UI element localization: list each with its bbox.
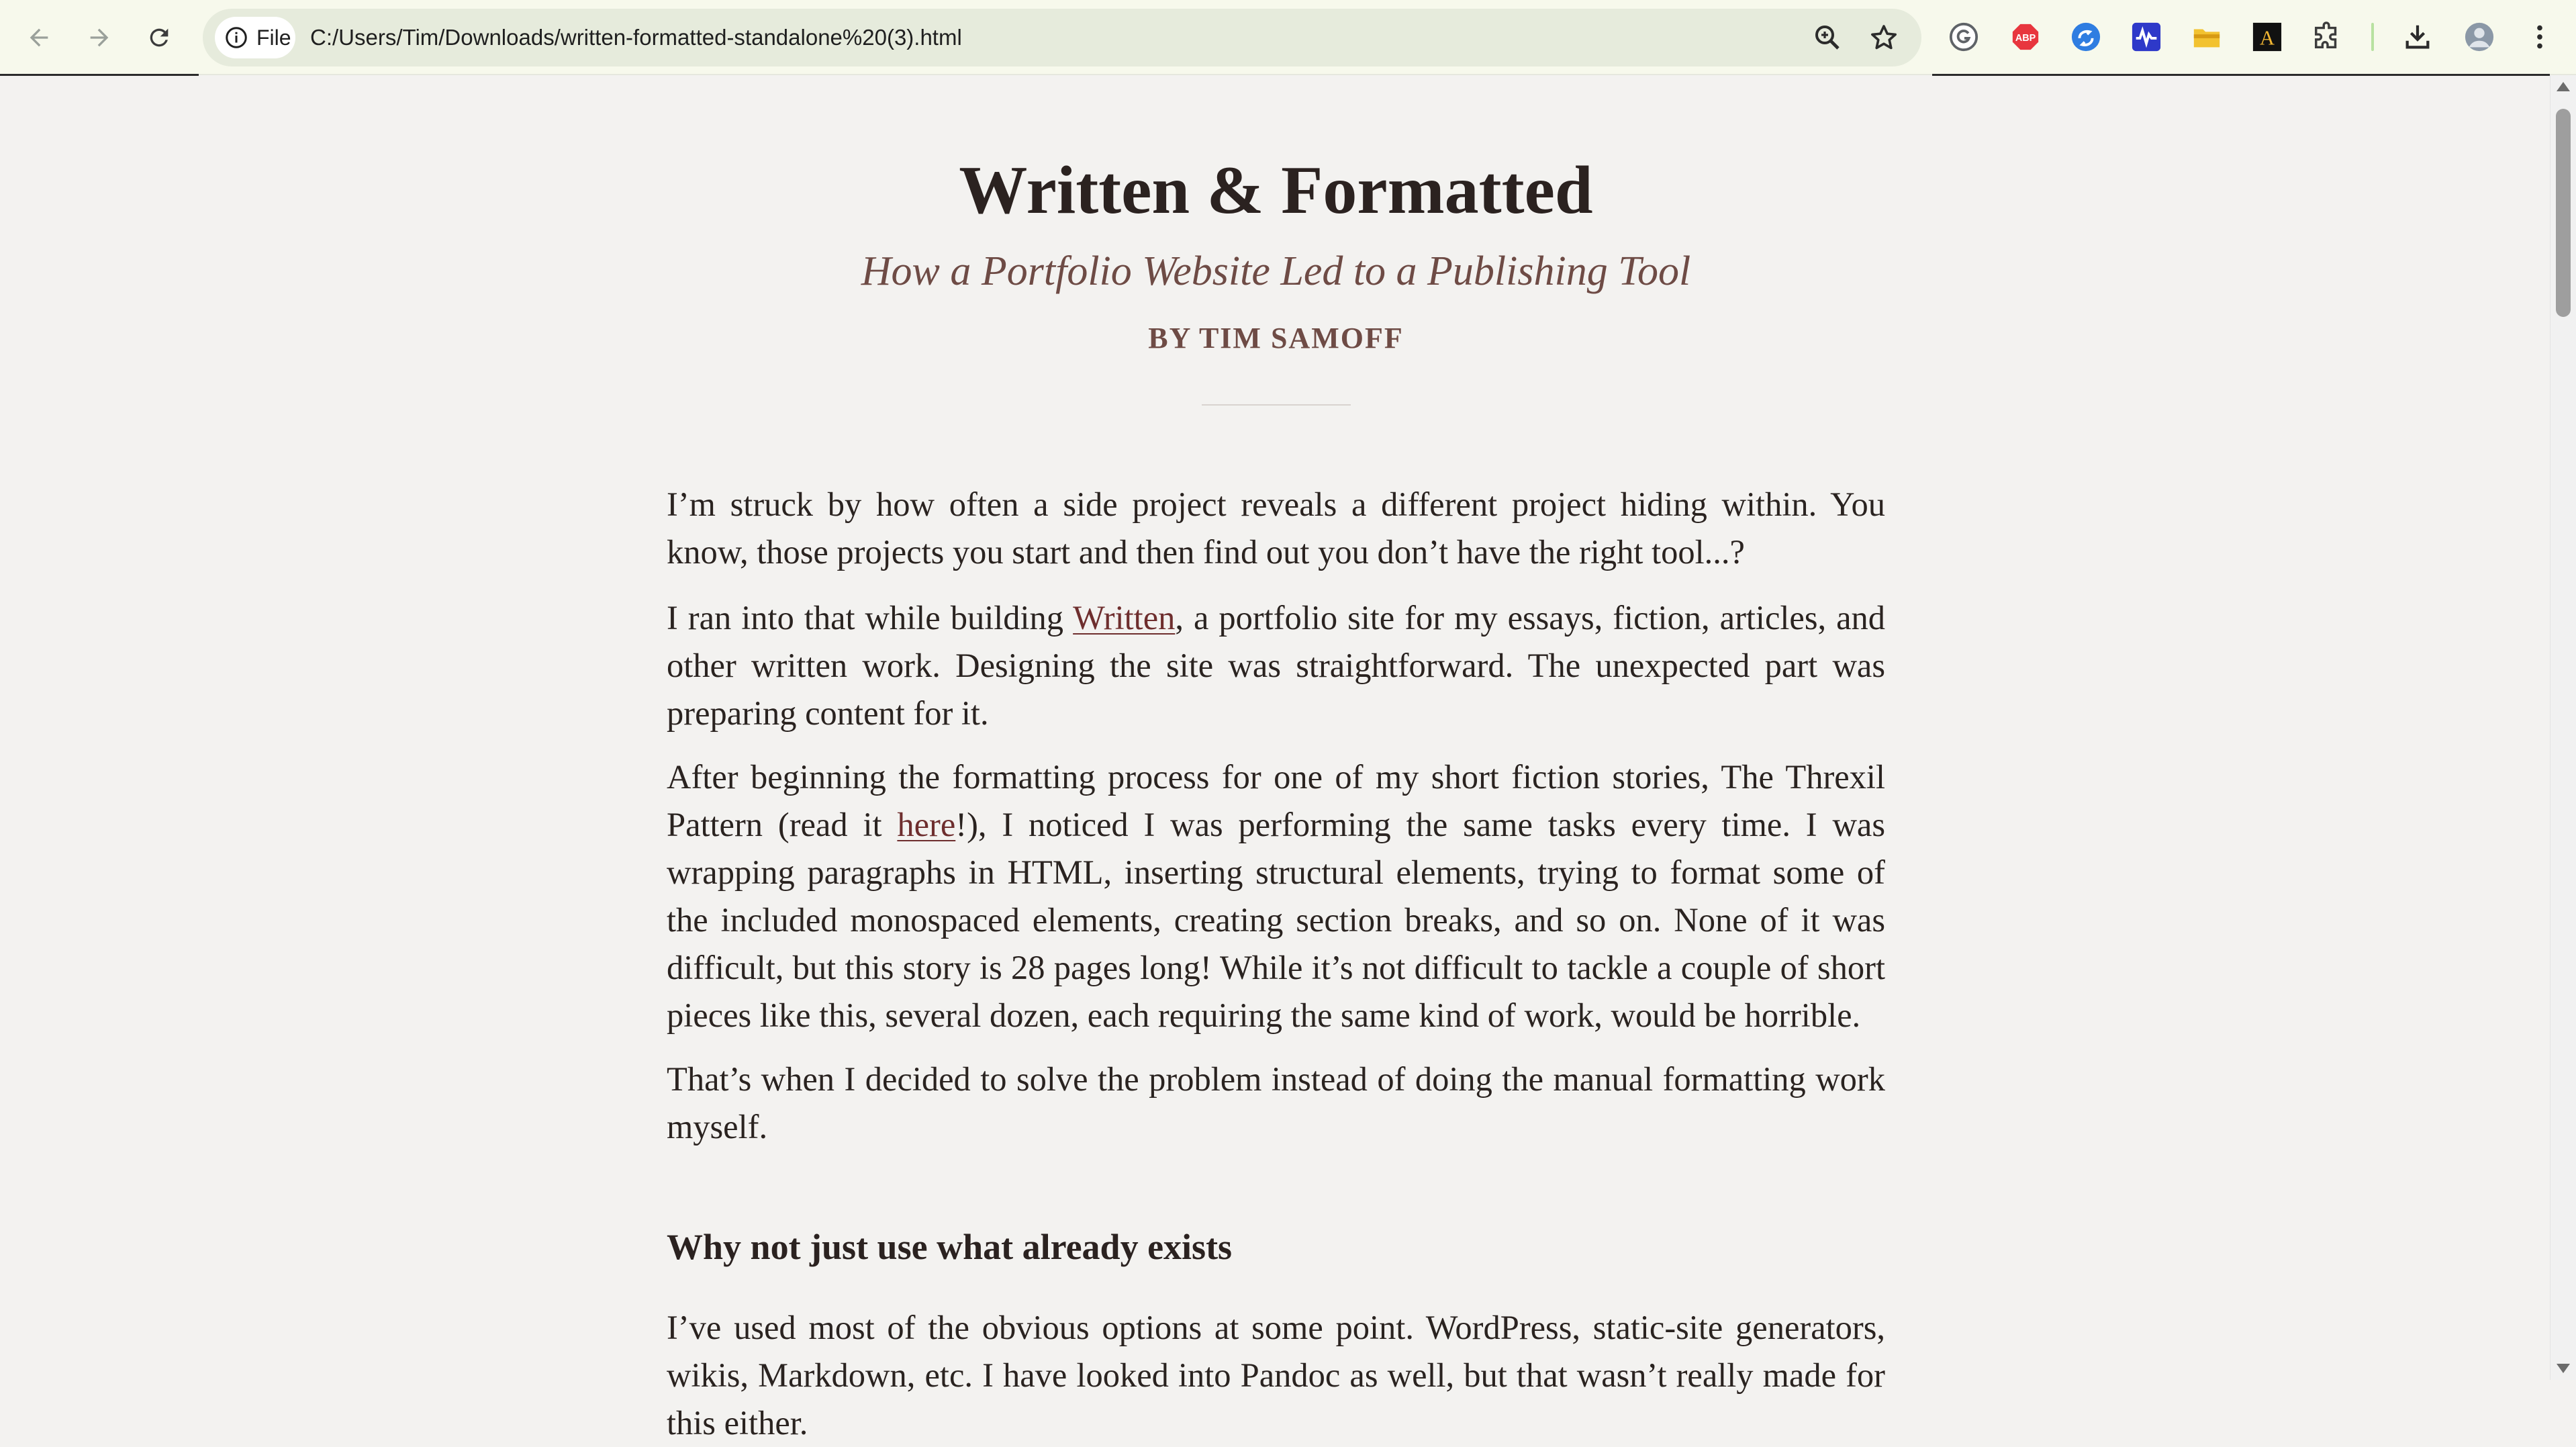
profile-avatar[interactable] (2463, 20, 2496, 54)
a-extension-label: A (2259, 26, 2275, 50)
folder-icon (2191, 21, 2222, 52)
info-icon (224, 26, 248, 50)
paragraph-4: That’s when I decided to solve the problem instead of doing the manual formatting work myself. (667, 1060, 1885, 1146)
back-button[interactable] (19, 17, 59, 58)
paragraph-3 (667, 753, 1885, 1039)
abp-label: ABP (2015, 32, 2036, 44)
translate-extension[interactable] (2069, 20, 2103, 54)
arrow-right-icon (86, 24, 113, 51)
zoom-icon[interactable] (1811, 21, 1844, 54)
address-bar[interactable] (203, 9, 1921, 66)
scroll-up-arrow-icon[interactable] (2557, 82, 2570, 91)
forward-button[interactable] (79, 17, 120, 58)
site-chip-label: File (256, 25, 291, 50)
scroll-down-arrow-icon[interactable] (2557, 1364, 2570, 1373)
reload-icon (146, 24, 173, 51)
vertical-scrollbar[interactable] (2550, 75, 2576, 1380)
article-subtitle: How a Portfolio Website Led to a Publishing Tool (861, 248, 1691, 294)
scroll-thumb[interactable] (2556, 109, 2571, 317)
translate-icon (2070, 21, 2101, 52)
here-link[interactable]: here (897, 806, 956, 843)
folder-extension[interactable] (2190, 20, 2224, 54)
written-link[interactable]: Written (1073, 599, 1176, 637)
paragraph-2-text-before: I ran into that while building (667, 599, 1074, 637)
avatar-icon (2464, 21, 2495, 52)
adblock-plus-extension[interactable] (2009, 20, 2042, 54)
paragraph-1: I’m struck by how often a side project reveals a different project hiding within. You know, those projects you start and then find out you don’t have the right tool...? (667, 485, 1885, 571)
bookmark-star-icon[interactable] (1868, 21, 1900, 54)
kebab-menu-icon (2524, 21, 2555, 52)
article-byline: BY TIM SAMOFF (1148, 322, 1404, 355)
paragraph-5: I’ve used most of the obvious options at some point. WordPress, static-site generators, wikis, Markdown, etc. I have looked into Pandoc as well, but that wasn’t really made for this either. (667, 1309, 1885, 1442)
article-title: Written & Formatted (959, 152, 1593, 228)
browser-toolbar (0, 0, 2576, 75)
paragraph-2 (667, 594, 1885, 737)
arrow-left-icon (26, 24, 52, 51)
audio-extension[interactable] (2130, 20, 2163, 54)
a-extension[interactable] (2250, 20, 2284, 54)
url-text[interactable]: C:/Users/Tim/Downloads/written-formatted-standalone%20(3).html (310, 25, 962, 50)
toolbar-divider (2371, 23, 2374, 51)
toolbar-underline-left (0, 74, 199, 76)
toolbar-underline-right (1932, 74, 2550, 76)
paragraph-3-text-after: !), I noticed I was performing the same tasks every time. I was wrapping paragraphs in HTML, inserting structural elements, trying to format some of the included monospaced elements, creating section breaks, and so on. None of it was difficult, but this story is 28 pages long! While it’s not difficult to tackle a couple of short pieces like this, several dozen, each requiring the same kind of work, would be horrible. (667, 806, 1885, 1034)
adblock-plus-icon (2010, 21, 2041, 52)
site-info-chip[interactable] (215, 17, 295, 58)
audio-icon (2131, 21, 2162, 52)
title-divider (1202, 404, 1351, 406)
reload-button[interactable] (139, 17, 179, 58)
grammarly-extension[interactable] (1947, 20, 1981, 54)
download-icon (2402, 21, 2433, 52)
extensions-button[interactable] (2311, 20, 2344, 54)
downloads-button[interactable] (2401, 20, 2434, 54)
section-heading: Why not just use what already exists (667, 1227, 1233, 1267)
grammarly-icon (1948, 21, 1979, 52)
paragraph-3-text-before: After beginning the formatting process for one of my short fiction stories, The Threxil Pattern (read it (667, 758, 1885, 843)
a-icon (2252, 21, 2283, 52)
puzzle-icon (2312, 21, 2343, 52)
paragraph-2-text-after: , a portfolio site for my essays, fiction, articles, and other written work. Designing the site was straightforward. The unexpected part was preparing content for it. (667, 599, 1885, 732)
browser-menu-button[interactable] (2523, 20, 2557, 54)
